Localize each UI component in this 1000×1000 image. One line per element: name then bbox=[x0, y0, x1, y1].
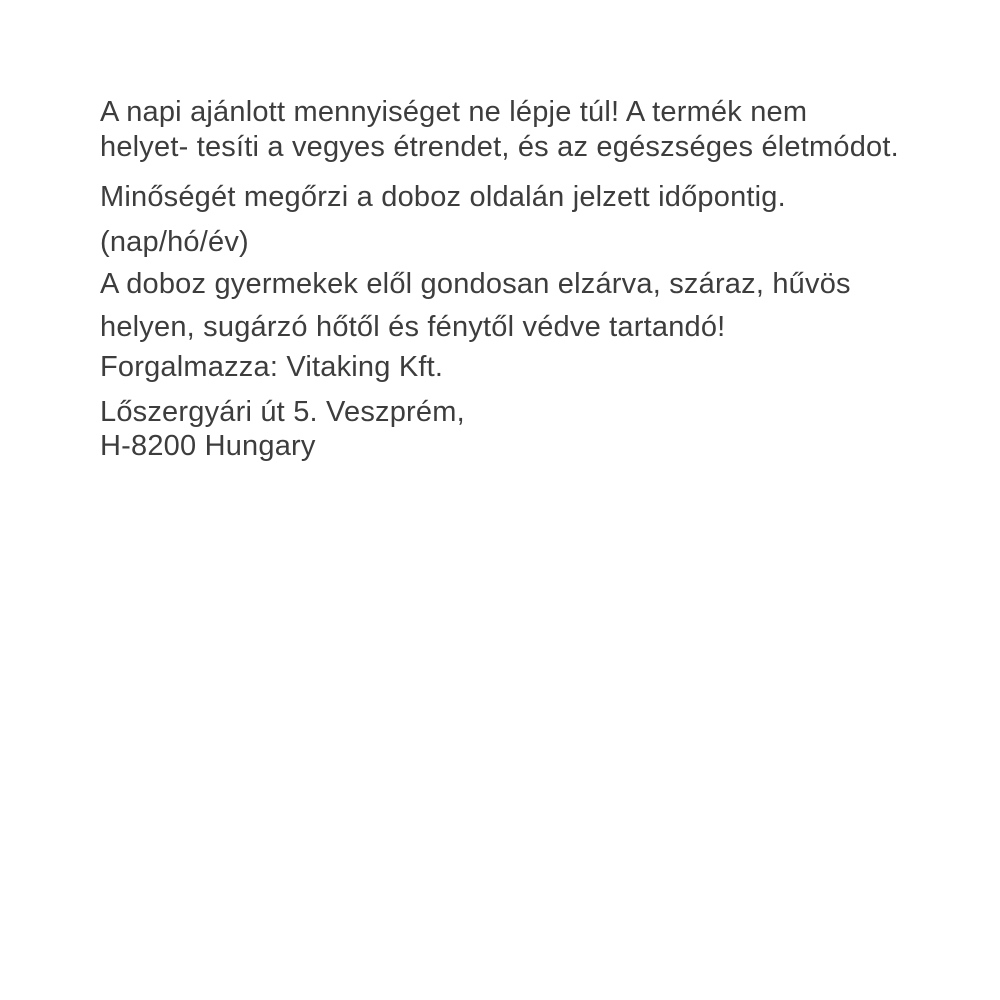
daily-dose-warning-line-2: helyet- tesíti a vegyes étrendet, és az egészséges életmódot. bbox=[100, 131, 899, 163]
daily-dose-warning-line-1: A napi ajánlott mennyiséget ne lépje túl! A termék nem bbox=[100, 96, 808, 128]
date-format-line: (nap/hó/év) bbox=[100, 226, 249, 258]
distributor-address-line-2: H-8200 Hungary bbox=[100, 430, 316, 462]
distributor-address-line-1: Lőszergyári út 5. Veszprém, bbox=[100, 396, 465, 428]
best-before-notice-line: Minőségét megőrzi a doboz oldalán jelzett időpontig. bbox=[100, 181, 786, 213]
storage-instructions-line-1: A doboz gyermekek elől gondosan elzárva, száraz, hűvös bbox=[100, 268, 851, 300]
storage-instructions-line-2: helyen, sugárzó hőtől és fénytől védve tartandó! bbox=[100, 311, 726, 343]
distributor-line: Forgalmazza: Vitaking Kft. bbox=[100, 351, 444, 383]
